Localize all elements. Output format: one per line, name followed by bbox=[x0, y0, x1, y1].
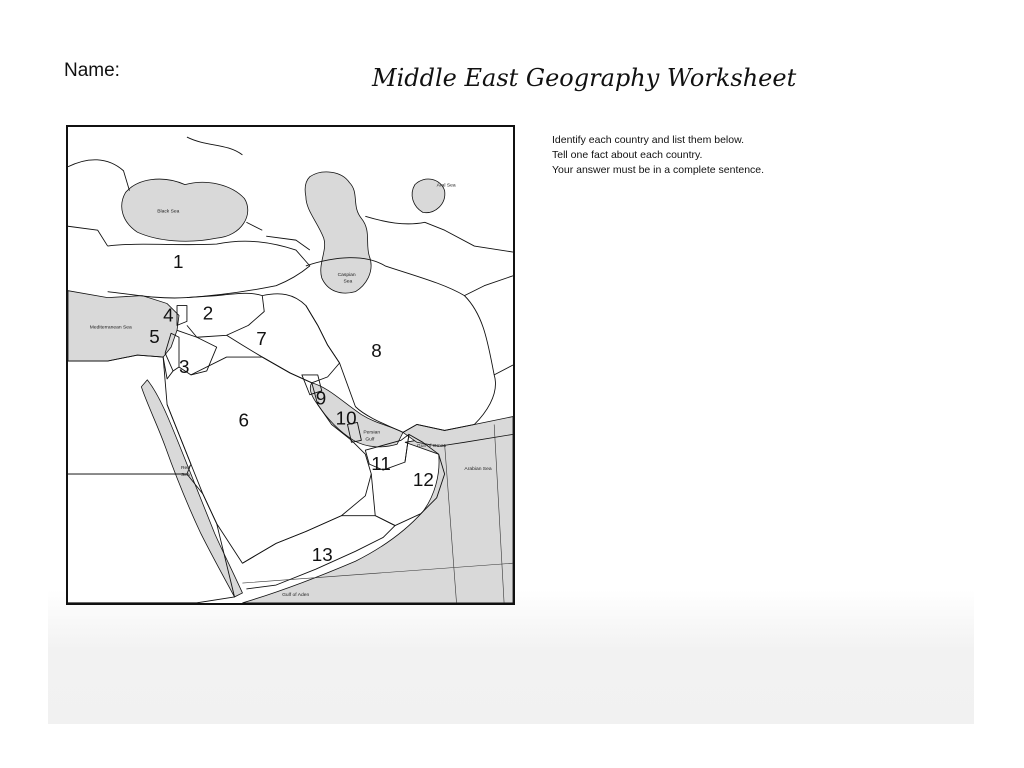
country-number-13: 13 bbox=[311, 544, 333, 566]
instruction-line: Your answer must be in a complete sentence. bbox=[552, 164, 765, 176]
afghanistan-border bbox=[464, 276, 513, 296]
map-svg bbox=[68, 127, 513, 603]
country-number-10: 10 bbox=[335, 407, 357, 429]
country-number-5: 5 bbox=[149, 326, 160, 348]
red-sea-label-2: Sea bbox=[180, 473, 190, 479]
country-number-7: 7 bbox=[256, 328, 267, 350]
country-number-4: 4 bbox=[163, 304, 174, 326]
red-sea bbox=[141, 380, 242, 597]
arabian-sea-label: Arabian Sea bbox=[464, 467, 492, 473]
red-sea-label-1: Red bbox=[180, 466, 191, 472]
country-number-3: 3 bbox=[179, 355, 190, 377]
iraq-border bbox=[227, 294, 340, 383]
instruction-line: Identify each country and list them below. bbox=[552, 134, 745, 146]
instruction-line: Tell one fact about each country. bbox=[552, 149, 703, 161]
syria-border bbox=[187, 293, 264, 337]
gulf-of-aden-label: Gulf of Aden bbox=[282, 592, 310, 598]
gulf-of-oman-label: Gulf of Oman bbox=[416, 444, 447, 450]
central-asia-border bbox=[365, 216, 513, 252]
black-sea bbox=[122, 179, 248, 241]
persian-gulf-label-2: Gulf bbox=[365, 437, 375, 443]
black-sea-label: Black Sea bbox=[157, 209, 180, 215]
country-number-9: 9 bbox=[315, 387, 327, 409]
caucasus-border bbox=[246, 222, 309, 250]
aral-sea-label: Aral Sea bbox=[436, 183, 456, 189]
country-number-11: 11 bbox=[371, 453, 391, 475]
turkey-border bbox=[108, 241, 310, 298]
persian-gulf-label-1: Persian bbox=[363, 430, 381, 436]
saudi-border bbox=[167, 357, 371, 566]
caspian-sea-label-1: Caspian bbox=[337, 272, 356, 278]
instructions-block bbox=[552, 133, 764, 178]
worksheet-title: Middle East Geography Worksheet bbox=[372, 64, 797, 92]
mediterranean-sea-label: Mediterranean Sea bbox=[89, 325, 132, 331]
country-number-8: 8 bbox=[371, 340, 382, 362]
name-label: Name: bbox=[64, 60, 120, 81]
country-number-1: 1 bbox=[173, 250, 184, 272]
arabian-sea bbox=[242, 424, 513, 602]
country-number-labels bbox=[149, 251, 434, 565]
country-number-12: 12 bbox=[412, 468, 434, 490]
caspian-sea-label-2: Sea bbox=[343, 279, 353, 285]
country-number-6: 6 bbox=[238, 409, 249, 431]
country-number-2: 2 bbox=[202, 302, 214, 324]
middle-east-map bbox=[66, 125, 515, 605]
pakistan-border bbox=[494, 365, 513, 375]
